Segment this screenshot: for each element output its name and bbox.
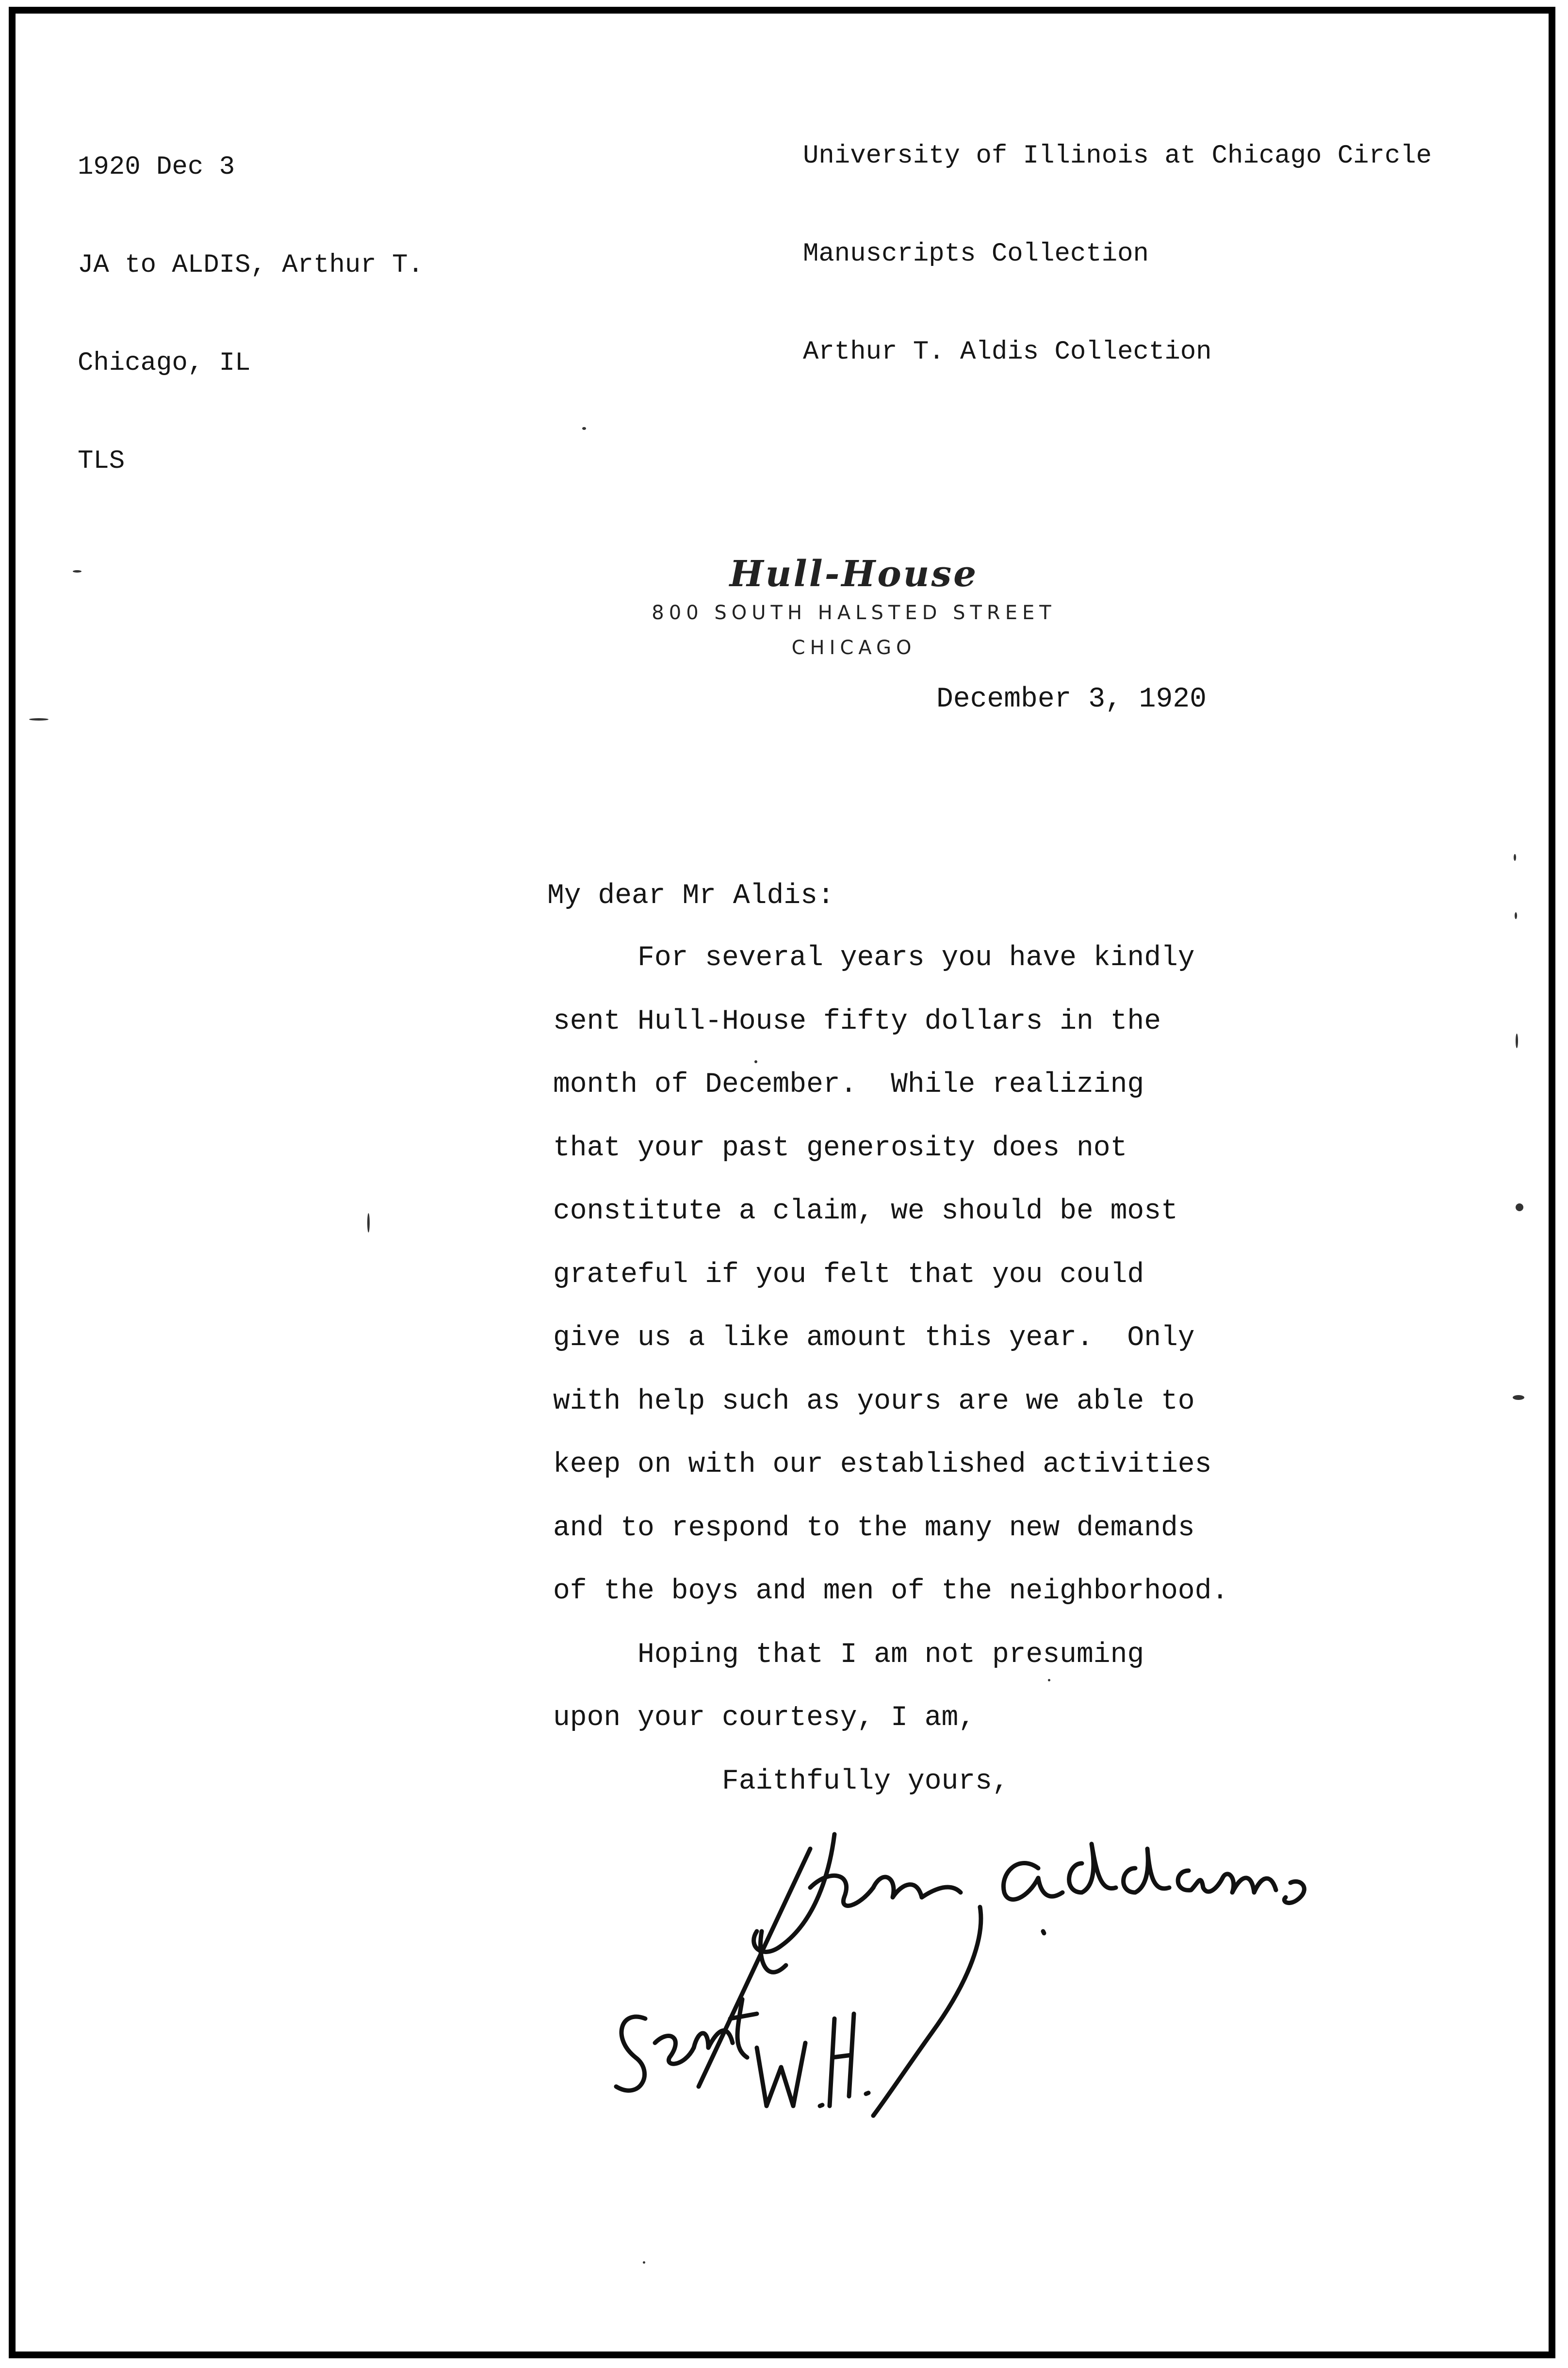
letterhead-city: CHICAGO [791, 637, 916, 659]
body-line: Faithfully yours, [553, 1765, 1009, 1797]
archive-date-line: 1920 Dec 3 [78, 152, 235, 182]
scan-speck [1515, 912, 1517, 919]
archive-place-line: Chicago, IL [78, 348, 251, 378]
body-line: keep on with our established activities [553, 1449, 1212, 1480]
body-line: give us a like amount this year. Only [553, 1322, 1195, 1354]
scan-speck [73, 570, 82, 573]
scan-speck [1516, 1203, 1523, 1211]
body-line: and to respond to the many new demands [553, 1512, 1195, 1544]
scan-speck [643, 2261, 645, 2264]
letterhead [631, 553, 1077, 672]
archive-note-left [78, 85, 424, 510]
archive-note-right [803, 74, 1432, 401]
letterhead-name: Hull-House [729, 553, 979, 595]
scan-speck [1048, 1679, 1050, 1681]
scan-speck [1513, 1395, 1524, 1400]
body-line: upon your courtesy, I am, [553, 1702, 976, 1734]
letter-date: December 3, 1920 [936, 684, 1207, 715]
body-line: grateful if you felt that you could [553, 1259, 1144, 1291]
scan-speck [754, 1060, 757, 1063]
scan-speck [1514, 854, 1516, 861]
archive-collection-line: Manuscripts Collection [803, 239, 1149, 269]
archive-institution-line: University of Illinois at Chicago Circle [803, 141, 1432, 171]
body-line: For several years you have kindly [553, 942, 1195, 974]
body-line: constitute a claim, we should be most [553, 1196, 1178, 1227]
archive-type-line: TLS [78, 446, 125, 476]
scan-speck [1516, 1034, 1518, 1048]
archive-subcollection-line: Arthur T. Aldis Collection [803, 337, 1212, 367]
body-line: sent Hull-House fifty dollars in the [553, 1005, 1161, 1037]
scan-speck [29, 718, 49, 721]
letter-salutation: My dear Mr Aldis: [547, 880, 834, 912]
letter-body [553, 939, 1228, 1825]
body-line: with help such as yours are we able to [553, 1385, 1195, 1417]
scan-speck [367, 1213, 370, 1233]
scan-speck [582, 427, 586, 430]
body-line: Hoping that I am not presuming [553, 1639, 1144, 1671]
body-line: month of December. While realizing [553, 1069, 1144, 1101]
letterhead-street: 800 SOUTH HALSTED STREET [652, 602, 1056, 624]
body-line: of the boys and men of the neighborhood. [553, 1576, 1229, 1607]
body-line: that your past generosity does not [553, 1132, 1127, 1164]
handwritten-signature [602, 1815, 1339, 2125]
archive-correspondents-line: JA to ALDIS, Arthur T. [78, 250, 424, 280]
